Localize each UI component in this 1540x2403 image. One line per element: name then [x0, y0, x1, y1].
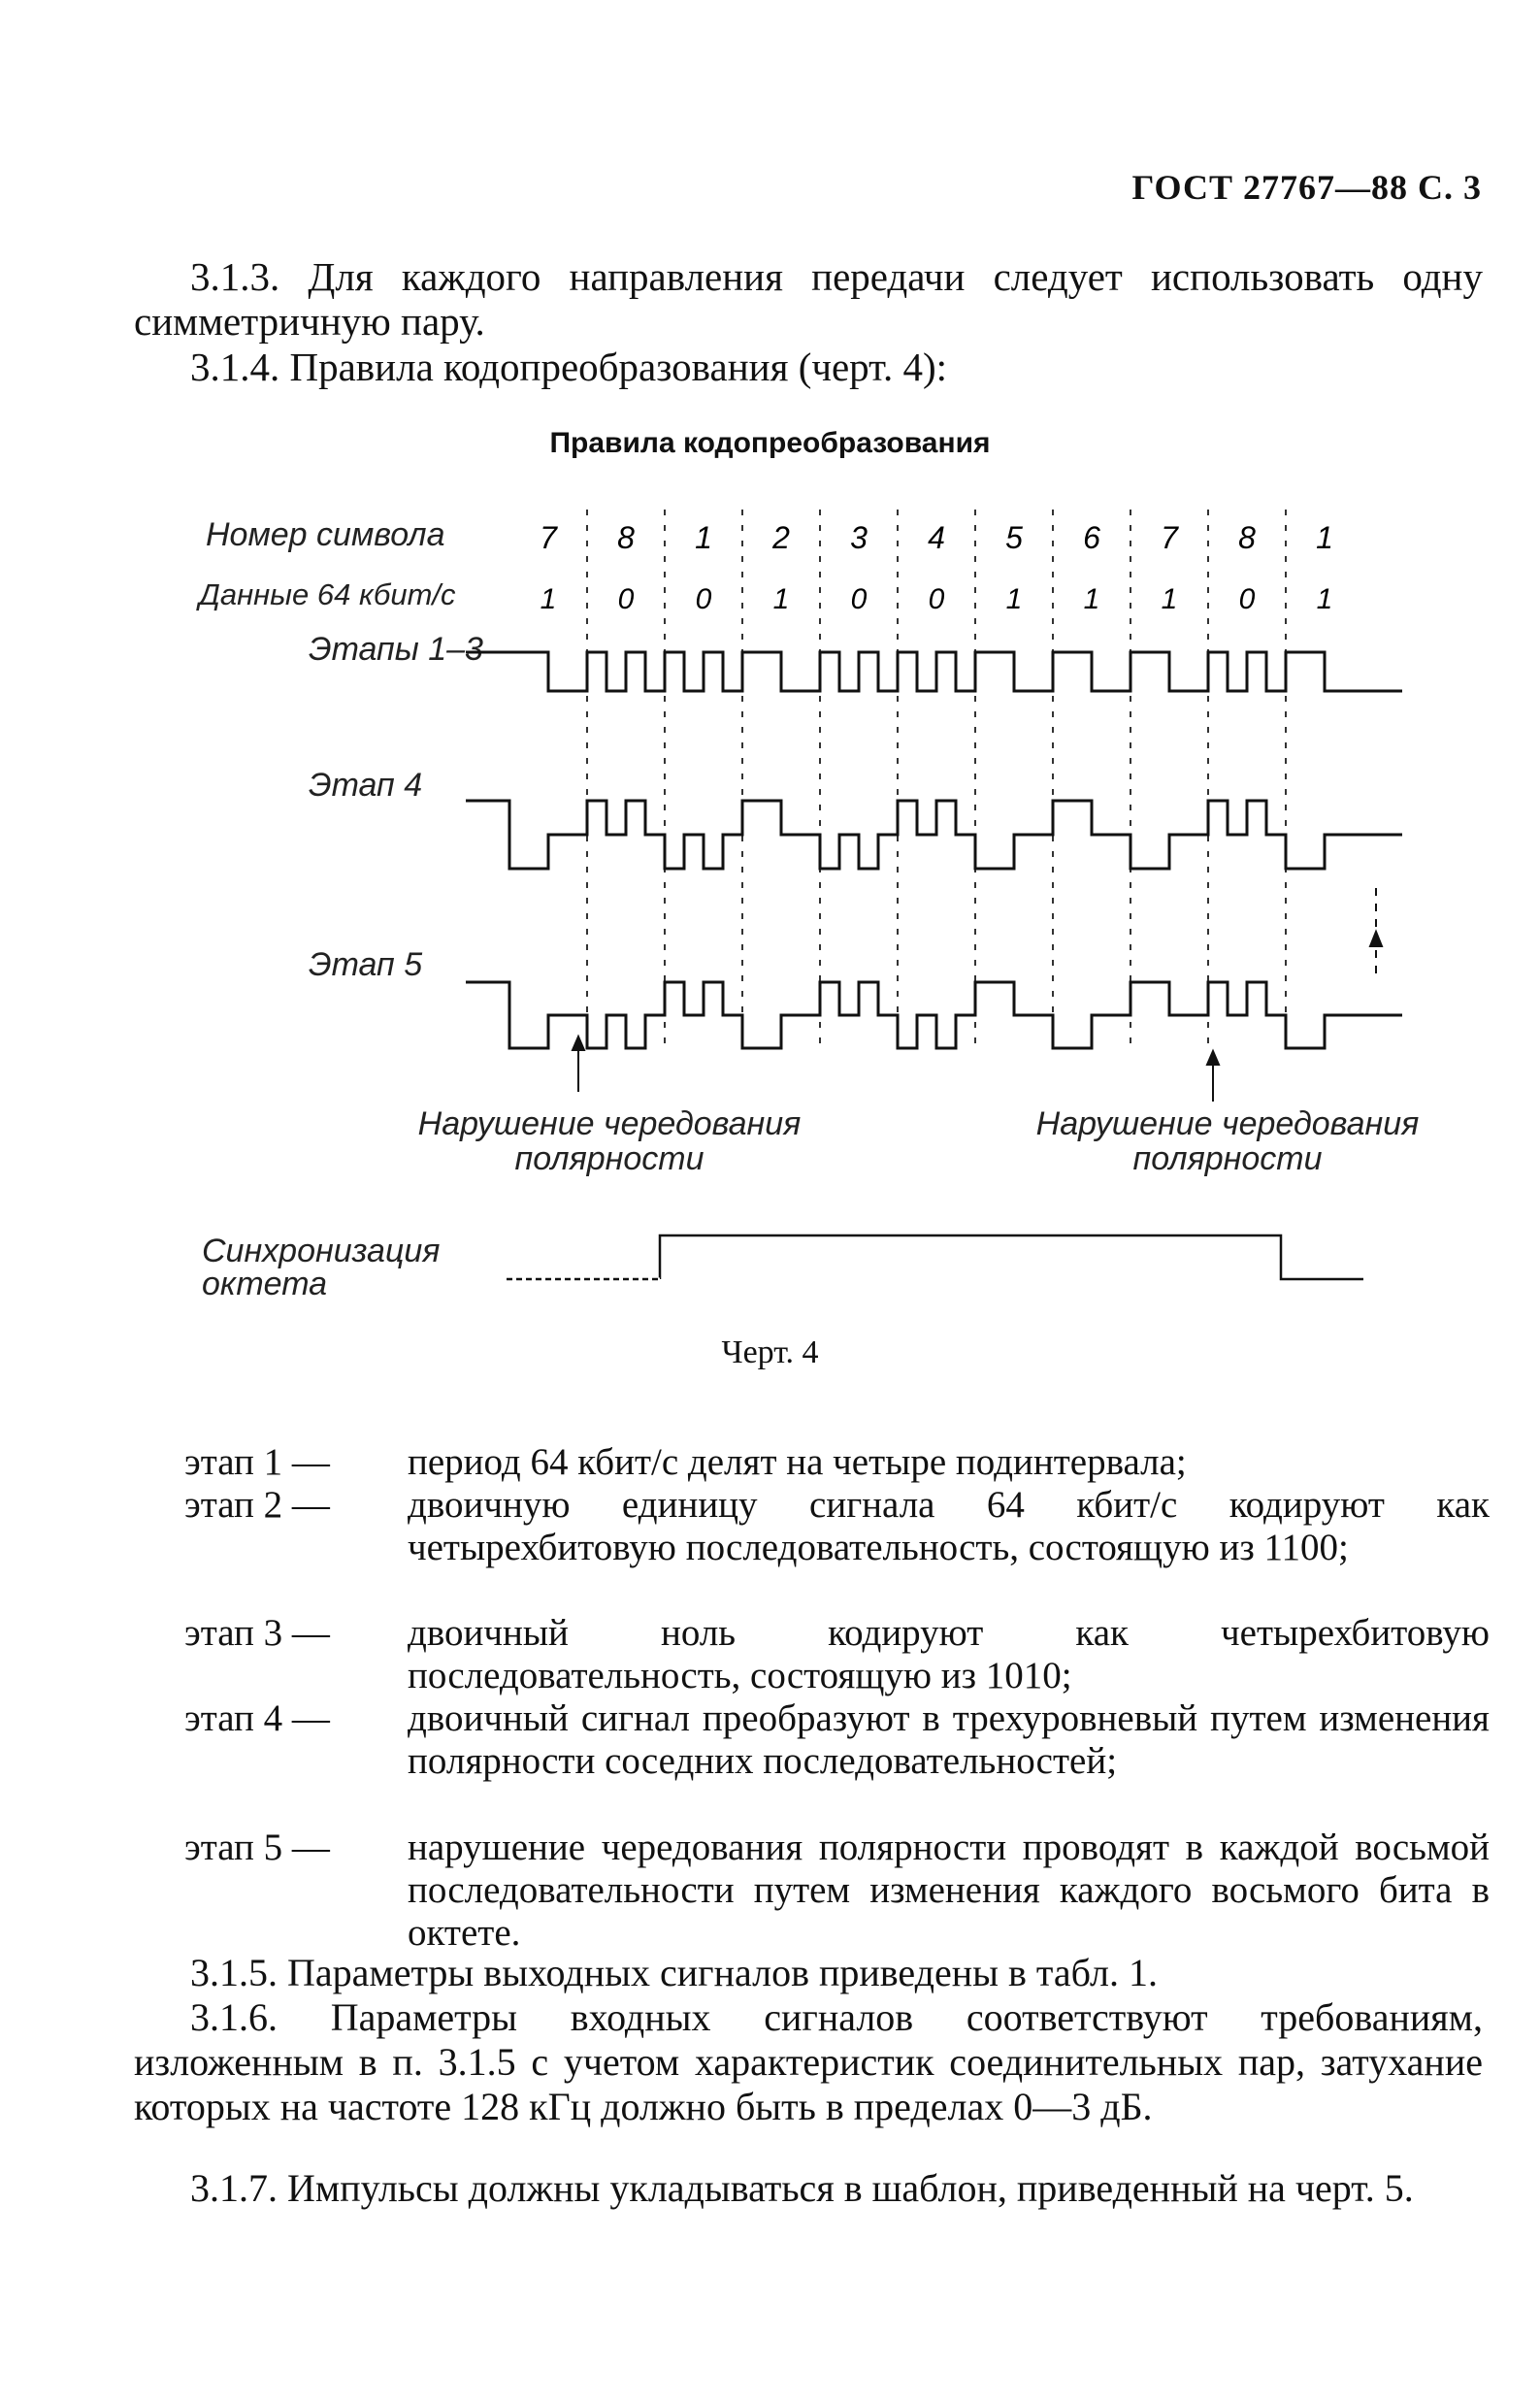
- data-bit: 1: [1316, 583, 1333, 615]
- symbol-number: 1: [1316, 520, 1333, 555]
- label-stage-4: Этап 4: [309, 767, 423, 804]
- violation-arrow-right: [1207, 1051, 1219, 1102]
- symbol-number: 4: [928, 520, 945, 555]
- paragraph-3-1-5: 3.1.5. Параметры выходных сигналов приведены в табл. 1.: [190, 1951, 1158, 1994]
- symbol-number: 8: [1238, 520, 1256, 555]
- data-bit: 0: [1238, 583, 1256, 615]
- octet-sync-waveform: [503, 1235, 1363, 1279]
- label-violation-right: Нарушение чередования полярности: [1035, 1105, 1420, 1177]
- stage-item: [184, 1827, 1490, 1955]
- figure-title: Правила кодопреобразования: [549, 427, 991, 459]
- stage-item: [184, 1441, 1490, 1484]
- data-bit-row: [541, 583, 1333, 615]
- data-bit: 1: [540, 583, 557, 615]
- symbol-number: 7: [1161, 520, 1178, 555]
- stage-key: этап 4 —: [184, 1697, 330, 1739]
- stage-item: [184, 1484, 1490, 1569]
- symbol-number: 2: [772, 520, 790, 555]
- label-violation-left: Нарушение чередования полярности: [417, 1105, 802, 1177]
- symbol-number: 3: [850, 520, 868, 555]
- page-header: ГОСТ 27767—88 С. 3: [1131, 168, 1482, 207]
- data-bit: 0: [617, 583, 635, 615]
- symbol-number-row: [540, 520, 1333, 555]
- data-bit: 1: [1083, 583, 1100, 615]
- figure-caption: Черт. 4: [721, 1334, 819, 1370]
- stage-text: период 64 кбит/с делят на четыре подинтервала;: [408, 1441, 1187, 1483]
- data-bit: 1: [1161, 583, 1178, 615]
- data-bit: 0: [850, 583, 868, 615]
- symbol-number: 8: [617, 520, 635, 555]
- data-bit: 1: [1005, 583, 1023, 615]
- paragraph-3-1-4: 3.1.4. Правила кодопреобразования (черт. 4):: [190, 345, 948, 389]
- waveform-stage-4: [466, 801, 1402, 869]
- symbol-number: 7: [540, 520, 557, 555]
- symbol-number: 1: [695, 520, 712, 555]
- data-bit: 0: [695, 583, 712, 615]
- paragraph-3-1-3: 3.1.3. Для каждого направления передачи следует использовать одну симметричную пару.: [134, 254, 1483, 344]
- stage-text: нарушение чередования полярности проводят в каждой восьмой последовательности путем изменения каждого восьмого бита в октете.: [408, 1827, 1490, 1954]
- label-stage-5: Этап 5: [309, 946, 423, 983]
- paragraph-3-1-6: 3.1.6. Параметры входных сигналов соответствуют требованиям, изложенным в п. 3.1.5 с учетом характеристик соединительных пар, затухание которых на частоте 128 кГц должно быть в пределах 0—3 дБ.: [134, 1995, 1483, 2128]
- stage-key: этап 1 —: [184, 1441, 330, 1483]
- label-stages-1-3: Этапы 1–3: [309, 631, 483, 668]
- stage-item: [184, 1612, 1490, 1697]
- waveform-stage-5: [466, 982, 1402, 1048]
- stage-text: двоичную единицу сигнала 64 кбит/с кодируют как четырехбитовую последовательность, состоящую из 1100;: [408, 1484, 1490, 1568]
- stage-key: этап 5 —: [184, 1827, 330, 1868]
- data-bit: 0: [928, 583, 945, 615]
- stage-key: этап 3 —: [184, 1612, 330, 1654]
- label-octet-sync: Синхронизация октета: [202, 1233, 441, 1302]
- data-bit: 1: [772, 583, 790, 615]
- symbol-number: 6: [1083, 520, 1100, 555]
- right-margin-marker: [1370, 888, 1382, 980]
- stage-text: двоичный сигнал преобразуют в трехуровневый путем изменения полярности соседних последовательностей;: [408, 1697, 1490, 1782]
- stage-key: этап 2 —: [184, 1484, 330, 1526]
- waveform-stages-1-3: [466, 652, 1402, 691]
- label-symbol-number: Номер символа: [206, 516, 445, 553]
- symbol-number: 5: [1005, 520, 1023, 555]
- violation-arrow-left: [573, 1037, 584, 1092]
- stage-item: [184, 1697, 1490, 1783]
- paragraph-3-1-7: 3.1.7. Импульсы должны укладываться в шаблон, приведенный на черт. 5.: [190, 2166, 1414, 2210]
- label-data-64k: Данные 64 кбит/с: [199, 577, 456, 611]
- stage-text: двоичный ноль кодируют как четырехбитовую последовательность, состоящую из 1010;: [408, 1612, 1490, 1696]
